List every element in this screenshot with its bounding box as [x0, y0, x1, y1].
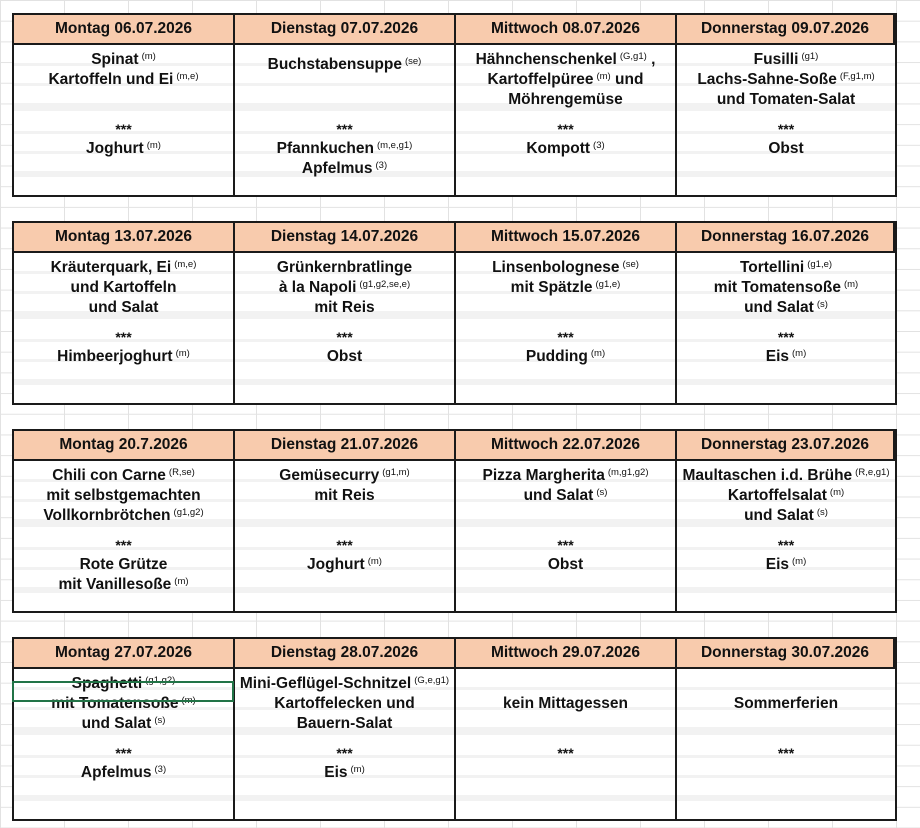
allergen-code: (m) — [367, 556, 382, 567]
allergen-code: (G,g1) — [619, 51, 647, 62]
menu-line: Chili con Carne $^{(R,se)}$ — [52, 467, 195, 484]
separator-stars: *** — [115, 537, 132, 553]
separator-stars: *** — [557, 745, 574, 761]
day-cell[interactable] — [677, 461, 895, 611]
separator-stars: *** — [777, 745, 795, 761]
menu-line: und Salat $^{(s)}$ — [523, 487, 608, 504]
day-header[interactable]: Mittwoch 22.07.2026 — [456, 431, 677, 461]
separator-stars: *** — [336, 537, 353, 553]
allergen-code: (g1,g2) — [145, 675, 176, 686]
dessert-line: Joghurt $^{(m)}$ — [86, 140, 161, 157]
allergen-code: (m) — [181, 695, 196, 706]
dessert-line: Obst — [547, 556, 584, 573]
holiday-note: Sommerferien — [733, 695, 839, 712]
menu-line: Kartoffelsalat $^{(m)}$ — [727, 487, 845, 504]
allergen-code: (m,e) — [176, 71, 199, 82]
day-header[interactable]: Dienstag 07.07.2026 — [235, 15, 456, 45]
separator-stars: *** — [336, 329, 353, 345]
day-cell[interactable] — [677, 669, 895, 819]
menu-line: Spinat $^{(m)}$ — [91, 51, 156, 68]
week-block-2 — [12, 221, 897, 405]
menu-line: Tortellini $^{(g1,e)}$ — [739, 259, 833, 276]
day-header[interactable]: Dienstag 14.07.2026 — [235, 223, 456, 253]
allergen-code: (g1,g2) — [173, 507, 204, 518]
separator-stars: *** — [557, 121, 574, 137]
day-cell[interactable] — [456, 669, 677, 819]
allergen-code: (R,e,g1) — [855, 467, 890, 478]
separator-stars: *** — [777, 329, 795, 345]
menu-line: Hähnchenschenkel $^{(G,g1)}$ , — [475, 51, 656, 68]
allergen-code: (m,g1,g2) — [607, 467, 649, 478]
day-header[interactable]: Donnerstag 09.07.2026 — [677, 15, 895, 45]
menu-line: mit Reis — [314, 487, 375, 504]
menu-line: mit Spätzle $^{(g1,e)}$ — [510, 279, 621, 296]
day-header[interactable]: Donnerstag 16.07.2026 — [677, 223, 895, 253]
allergen-code: (m) — [175, 348, 190, 359]
allergen-code: (3) — [593, 140, 605, 151]
menu-line: Lachs-Sahne-Soße $^{(F,g1,m)}$ — [697, 71, 875, 88]
menu-line: und Tomaten-Salat — [716, 91, 856, 108]
menu-line: à la Napoli $^{(g1,g2,se,e)}$ — [278, 279, 411, 296]
menu-line: Kräuterquark, Ei $^{(m,e)}$ — [50, 259, 197, 276]
day-header[interactable]: Dienstag 28.07.2026 — [235, 639, 456, 669]
day-cell[interactable] — [677, 45, 895, 195]
menu-line: Vollkornbrötchen $^{(g1,g2)}$ — [43, 507, 204, 524]
dessert-line: Apfelmus $^{(3)}$ — [301, 160, 388, 177]
menu-line: Kartoffelpüree $^{(m)}$ und — [487, 71, 644, 88]
allergen-code: (s) — [816, 299, 828, 310]
menu-line: mit Tomatensoße $^{(m)}$ — [51, 695, 196, 712]
dessert-line: Obst — [326, 348, 363, 365]
allergen-code: (G,e,g1) — [414, 675, 450, 686]
allergen-code: (R,se) — [168, 467, 195, 478]
dessert-line: mit Vanillesoße $^{(m)}$ — [58, 576, 189, 593]
day-cell[interactable] — [14, 253, 235, 403]
dessert-line: Obst — [768, 140, 804, 157]
dessert-line: Joghurt $^{(m)}$ — [307, 556, 382, 573]
menu-line: mit Tomatensoße $^{(m)}$ — [713, 279, 859, 296]
dessert-line: Kompott $^{(3)}$ — [526, 140, 605, 157]
allergen-code: (m) — [829, 487, 845, 498]
menu-line: mit Reis — [314, 299, 375, 316]
no-lunch-note: kein Mittagessen — [503, 695, 628, 712]
separator-stars: *** — [777, 537, 795, 553]
day-header[interactable]: Montag 13.07.2026 — [14, 223, 235, 253]
menu-line: Fusilli $^{(g1)}$ — [753, 51, 819, 68]
day-header[interactable]: Mittwoch 29.07.2026 — [456, 639, 677, 669]
day-cell[interactable] — [456, 253, 677, 403]
allergen-code: (m) — [146, 140, 161, 151]
day-cell[interactable] — [235, 45, 456, 195]
day-header[interactable]: Donnerstag 30.07.2026 — [677, 639, 895, 669]
allergen-code: (F,g1,m) — [839, 71, 875, 82]
day-cell[interactable] — [235, 669, 456, 819]
menu-line: Spaghetti $^{(g1,g2)}$ — [71, 675, 176, 692]
allergen-code: (m) — [350, 764, 365, 775]
allergen-code: (g1,e) — [595, 279, 621, 290]
menu-line: und Salat $^{(s)}$ — [744, 507, 828, 524]
menu-line: und Salat $^{(s)}$ — [81, 715, 166, 732]
menu-line: und Salat — [88, 299, 159, 316]
allergen-code: (s) — [596, 487, 608, 498]
day-header[interactable]: Mittwoch 15.07.2026 — [456, 223, 677, 253]
allergen-code: (s) — [816, 507, 828, 518]
allergen-code: (m) — [843, 279, 859, 290]
dessert-line: Apfelmus $^{(3)}$ — [80, 764, 167, 781]
day-cell[interactable] — [14, 669, 235, 819]
separator-stars: *** — [115, 329, 132, 345]
day-header[interactable]: Mittwoch 08.07.2026 — [456, 15, 677, 45]
dessert-line: Pudding $^{(m)}$ — [525, 348, 606, 365]
day-cell[interactable] — [14, 45, 235, 195]
day-header[interactable]: Montag 27.07.2026 — [14, 639, 235, 669]
menu-line: Bauern-Salat — [296, 715, 393, 732]
separator-stars: *** — [115, 745, 132, 761]
day-cell[interactable] — [677, 253, 895, 403]
menu-line: Buchstabensuppe $^{(se)}$ — [267, 56, 422, 73]
allergen-code: (se) — [622, 259, 639, 270]
dessert-line: Eis $^{(m)}$ — [765, 556, 807, 573]
menu-line: Pizza Margherita $^{(m,g1,g2)}$ — [482, 467, 649, 484]
week-block-4 — [12, 637, 897, 821]
separator-stars: *** — [557, 537, 574, 553]
day-cell[interactable] — [235, 461, 456, 611]
menu-line: Mini-Geflügel-Schnitzel $^{(G,e,g1)}$ — [239, 675, 450, 692]
allergen-code: (m) — [174, 576, 189, 587]
day-cell[interactable] — [456, 45, 677, 195]
day-cell[interactable] — [235, 253, 456, 403]
allergen-code: (m,e,g1) — [376, 140, 413, 151]
week-block-1 — [12, 13, 897, 197]
allergen-code: (g1,g2,se,e) — [359, 279, 411, 290]
separator-stars: *** — [336, 745, 353, 761]
menu-line: und Kartoffeln — [70, 279, 177, 296]
allergen-code: (se) — [404, 56, 422, 67]
allergen-code: (m,e) — [174, 259, 197, 270]
allergen-code: (g1,e) — [807, 259, 833, 270]
allergen-code: (m) — [141, 51, 156, 62]
separator-stars: *** — [336, 121, 353, 137]
separator-stars: *** — [115, 121, 132, 137]
menu-line: Möhrengemüse — [508, 91, 623, 108]
menu-line: Maultaschen i.d. Brühe $^{(R,e,g1)}$ — [682, 467, 890, 484]
allergen-code: (g1,m) — [382, 467, 410, 478]
menu-line: Gemüsecurry $^{(g1,m)}$ — [279, 467, 410, 484]
day-header[interactable]: Montag 06.07.2026 — [14, 15, 235, 45]
allergen-code: (3) — [375, 160, 388, 171]
menu-line: und Salat $^{(s)}$ — [744, 299, 828, 316]
dessert-line: Eis $^{(m)}$ — [324, 764, 365, 781]
allergen-code: (3) — [154, 764, 167, 775]
day-cell[interactable] — [14, 461, 235, 611]
menu-line: Grünkernbratlinge — [276, 259, 413, 276]
dessert-line: Himbeerjoghurt $^{(m)}$ — [57, 348, 190, 365]
day-header[interactable]: Montag 20.7.2026 — [14, 431, 235, 461]
menu-line: mit selbstgemachten — [46, 487, 201, 504]
day-header[interactable]: Dienstag 21.07.2026 — [235, 431, 456, 461]
allergen-code: (m) — [590, 348, 606, 359]
dessert-line: Rote Grütze — [79, 556, 168, 573]
dessert-line: Eis $^{(m)}$ — [765, 348, 807, 365]
dessert-line: Pfannkuchen $^{(m,e,g1)}$ — [276, 140, 413, 157]
allergen-code: (m) — [792, 556, 807, 567]
day-cell[interactable] — [456, 461, 677, 611]
allergen-code: (g1) — [801, 51, 819, 62]
allergen-code: (s) — [154, 715, 166, 726]
allergen-code: (m) — [792, 348, 807, 359]
allergen-code: (m) — [596, 71, 611, 82]
separator-stars: *** — [557, 329, 574, 345]
menu-line: Kartoffeln und Ei $^{(m,e)}$ — [48, 71, 199, 88]
separator-stars: *** — [777, 121, 795, 137]
menu-line: Linsenbolognese $^{(se)}$ — [492, 259, 639, 276]
menu-line: Kartoffelecken und — [274, 695, 415, 712]
week-block-3 — [12, 429, 897, 613]
day-header[interactable]: Donnerstag 23.07.2026 — [677, 431, 895, 461]
